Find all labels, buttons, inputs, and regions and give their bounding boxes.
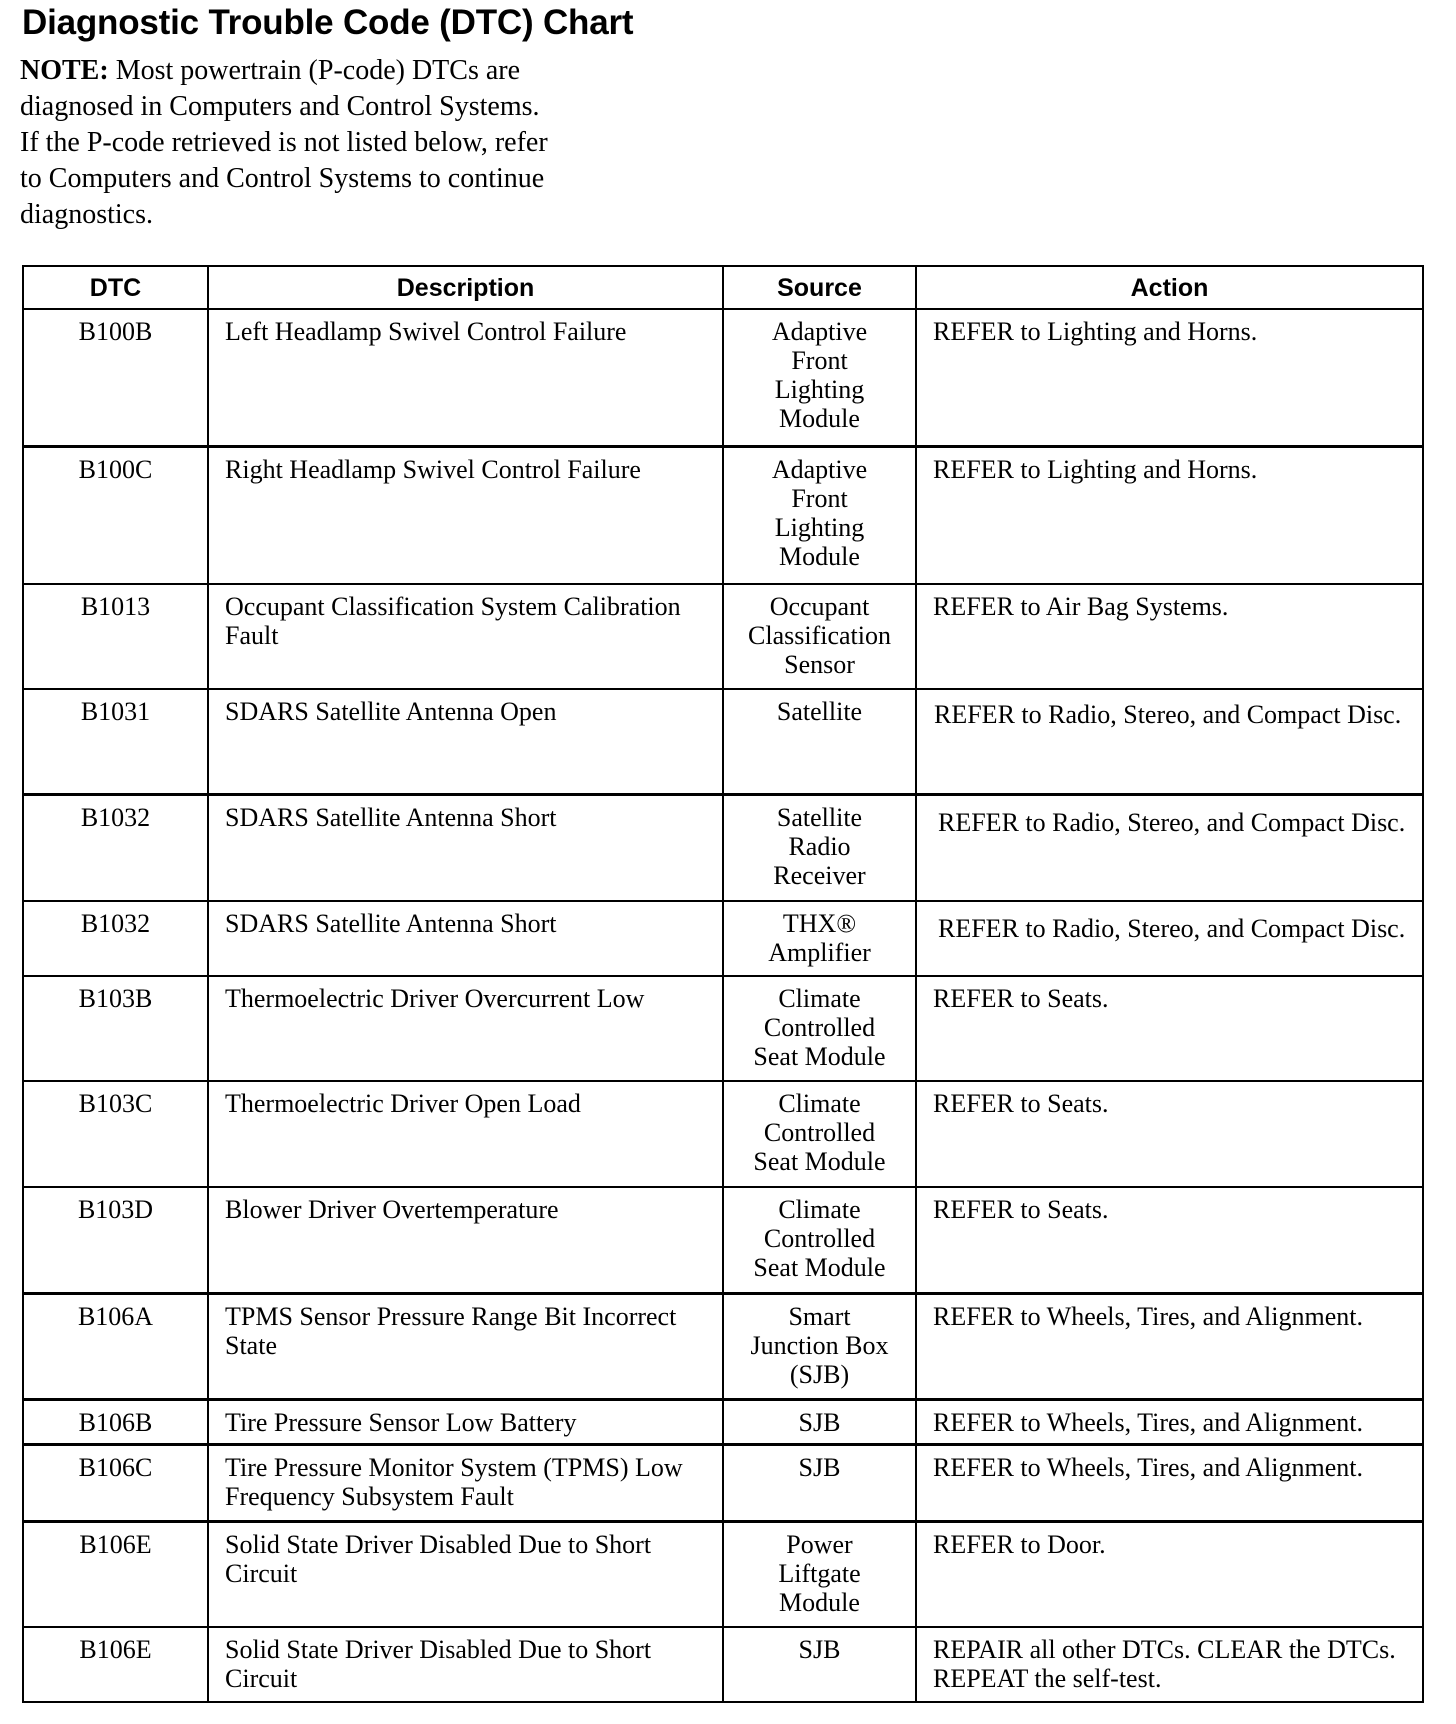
dtc-code-cell-text: B106E	[79, 1635, 152, 1664]
dtc-code-cell-text: B106E	[79, 1530, 152, 1559]
table-row	[23, 1627, 1423, 1702]
dtc-code-cell-text: B106B	[78, 1408, 153, 1437]
source-line: Seat Module	[753, 1147, 886, 1176]
description-cell-text: SDARS Satellite Antenna Short	[225, 803, 557, 832]
source-line: Classification	[748, 621, 891, 650]
note-line	[20, 53, 660, 89]
description-cell	[208, 1522, 723, 1628]
description-cell	[208, 1081, 723, 1187]
dtc-code-cell	[23, 1445, 208, 1522]
source-cell-text	[724, 690, 915, 726]
action-cell-text: REFER to Radio, Stereo, and Compact Disc.	[934, 700, 1402, 729]
source-cell-text	[724, 902, 915, 967]
dtc-code-cell	[23, 584, 208, 689]
source-line: Module	[779, 542, 860, 571]
description-cell-text: SDARS Satellite Antenna Open	[225, 697, 557, 726]
dtc-code-cell-text: B103C	[78, 1089, 153, 1118]
action-cell	[916, 1081, 1423, 1187]
action-cell-text: REFER to Radio, Stereo, and Compact Disc.	[938, 808, 1406, 837]
table-row	[23, 1294, 1423, 1400]
note-line: diagnosed in Computers and Control Systems.	[20, 91, 540, 122]
source-line: Amplifier	[768, 938, 871, 967]
action-cell	[916, 1400, 1423, 1445]
description-cell	[208, 584, 723, 689]
action-cell-text: REFER to Wheels, Tires, and Alignment.	[933, 1408, 1363, 1437]
action-cell	[916, 1627, 1423, 1702]
source-line: Adaptive	[771, 455, 868, 484]
dtc-code-cell	[23, 1081, 208, 1187]
source-cell	[723, 1522, 916, 1628]
source-cell	[723, 1445, 916, 1522]
description-cell-text: Tire Pressure Monitor System (TPMS) Low Frequency Subsystem Fault	[225, 1453, 683, 1511]
source-line: Seat Module	[753, 1042, 886, 1071]
column-header-description: Description	[208, 266, 723, 309]
source-line: SJB	[798, 1635, 841, 1664]
description-cell-text: Thermoelectric Driver Open Load	[225, 1089, 581, 1118]
source-line: Module	[779, 1588, 860, 1617]
description-cell	[208, 795, 723, 902]
action-cell	[916, 689, 1423, 795]
table-row	[23, 1081, 1423, 1187]
action-cell	[916, 309, 1423, 447]
source-cell-text	[724, 1401, 915, 1437]
description-cell-text: Occupant Classification System Calibration Fault	[225, 592, 681, 650]
table-row	[23, 447, 1423, 585]
dtc-code-cell-text: B103B	[78, 984, 153, 1013]
note-text: Most powertrain (P-code) DTCs are	[115, 55, 521, 86]
column-header-dtc: DTC	[23, 266, 208, 309]
source-cell	[723, 447, 916, 585]
action-cell-text: REFER to Wheels, Tires, and Alignment.	[933, 1453, 1363, 1482]
description-cell-text: SDARS Satellite Antenna Short	[225, 909, 557, 938]
source-cell-text	[724, 1188, 915, 1282]
table-body	[23, 309, 1423, 1702]
source-cell-text	[724, 310, 915, 433]
source-line: Junction Box	[750, 1331, 889, 1360]
dtc-code-cell	[23, 309, 208, 447]
column-header-source: Source	[723, 266, 916, 309]
source-line: Occupant	[769, 592, 870, 621]
action-cell-text: REFER to Air Bag Systems.	[933, 592, 1229, 621]
description-cell	[208, 1294, 723, 1400]
dtc-code-cell-text: B1013	[80, 592, 151, 621]
description-cell-text: Blower Driver Overtemperature	[225, 1195, 559, 1224]
table-row	[23, 1445, 1423, 1522]
source-line: THX®	[782, 909, 857, 938]
source-cell	[723, 584, 916, 689]
source-cell	[723, 901, 916, 976]
table-row	[23, 1522, 1423, 1628]
note-line: to Computers and Control Systems to continue	[20, 163, 545, 194]
dtc-code-cell	[23, 1294, 208, 1400]
note-block	[20, 53, 660, 233]
action-cell-text: REFER to Seats.	[933, 1089, 1109, 1118]
source-cell	[723, 1294, 916, 1400]
source-cell	[723, 1187, 916, 1294]
dtc-code-cell	[23, 1400, 208, 1445]
description-cell-text: Solid State Driver Disabled Due to Short Circuit	[225, 1530, 652, 1588]
description-cell	[208, 1187, 723, 1294]
dtc-code-cell-text: B100C	[78, 455, 153, 484]
source-cell	[723, 1081, 916, 1187]
action-cell	[916, 1445, 1423, 1522]
source-line: (SJB)	[789, 1360, 850, 1389]
source-line: Seat Module	[753, 1253, 886, 1282]
action-cell	[916, 1187, 1423, 1294]
source-line: Front	[791, 484, 848, 513]
column-header-action: Action	[916, 266, 1423, 309]
source-cell-text	[724, 448, 915, 571]
table-row	[23, 1187, 1423, 1294]
dtc-table	[22, 265, 1424, 1703]
dtc-code-cell-text: B103D	[77, 1195, 154, 1224]
source-cell-text	[724, 796, 915, 890]
description-cell	[208, 689, 723, 795]
source-cell-text	[724, 1628, 915, 1664]
source-line: Climate	[778, 1089, 861, 1118]
action-cell-text: REFER to Seats.	[933, 984, 1109, 1013]
source-cell-text	[724, 1446, 915, 1482]
description-cell-text: TPMS Sensor Pressure Range Bit Incorrect State	[225, 1302, 677, 1360]
dtc-code-cell	[23, 689, 208, 795]
source-line: Controlled	[763, 1118, 876, 1147]
action-cell-text: REPAIR all other DTCs. CLEAR the DTCs. REPEAT the self-test.	[933, 1635, 1396, 1693]
description-cell	[208, 309, 723, 447]
note-label: NOTE:	[20, 55, 109, 86]
source-line: Liftgate	[778, 1559, 861, 1588]
description-cell-text: Left Headlamp Swivel Control Failure	[225, 317, 627, 346]
source-line: Lighting	[774, 375, 865, 404]
source-line: Satellite	[776, 697, 863, 726]
source-cell	[723, 795, 916, 902]
dtc-code-cell-text: B106C	[78, 1453, 153, 1482]
source-line: Lighting	[774, 513, 865, 542]
source-line: Climate	[778, 984, 861, 1013]
source-line: Sensor	[784, 650, 855, 679]
action-cell	[916, 1522, 1423, 1628]
source-line: SJB	[798, 1453, 841, 1482]
dtc-code-cell	[23, 976, 208, 1081]
source-cell	[723, 1400, 916, 1445]
action-cell	[916, 795, 1423, 902]
dtc-code-cell-text: B1031	[80, 697, 151, 726]
table-row	[23, 795, 1423, 902]
source-cell	[723, 689, 916, 795]
dtc-code-cell-text: B106A	[77, 1302, 154, 1331]
table-row	[23, 309, 1423, 447]
description-cell	[208, 1445, 723, 1522]
description-cell	[208, 901, 723, 976]
source-line: Front	[791, 346, 848, 375]
action-cell	[916, 584, 1423, 689]
action-cell	[916, 901, 1423, 976]
description-cell-text: Tire Pressure Sensor Low Battery	[225, 1408, 577, 1437]
dtc-code-cell-text: B1032	[80, 909, 151, 938]
table-row	[23, 1400, 1423, 1445]
action-cell	[916, 1294, 1423, 1400]
source-cell-text	[724, 1295, 915, 1389]
dtc-code-cell-text: B100B	[78, 317, 153, 346]
dtc-code-cell	[23, 1627, 208, 1702]
source-cell-text	[724, 1082, 915, 1176]
action-cell	[916, 976, 1423, 1081]
source-cell	[723, 976, 916, 1081]
table-row	[23, 584, 1423, 689]
source-line: Radio	[788, 832, 851, 861]
dtc-code-cell	[23, 795, 208, 902]
description-cell	[208, 1627, 723, 1702]
source-cell-text	[724, 585, 915, 679]
action-cell-text: REFER to Seats.	[933, 1195, 1109, 1224]
dtc-code-cell	[23, 901, 208, 976]
source-cell-text	[724, 977, 915, 1071]
source-line: Smart	[788, 1302, 851, 1331]
table-row	[23, 901, 1423, 976]
action-cell-text: REFER to Lighting and Horns.	[933, 317, 1258, 346]
action-cell-text: REFER to Lighting and Horns.	[933, 455, 1258, 484]
source-line: Receiver	[773, 861, 866, 890]
note-line: diagnostics.	[20, 199, 153, 230]
description-cell-text: Thermoelectric Driver Overcurrent Low	[225, 984, 645, 1013]
description-cell-text: Solid State Driver Disabled Due to Short Circuit	[225, 1635, 652, 1693]
dtc-code-cell	[23, 447, 208, 585]
source-line: Controlled	[763, 1013, 876, 1042]
source-line: SJB	[798, 1408, 841, 1437]
description-cell-text: Right Headlamp Swivel Control Failure	[225, 455, 641, 484]
source-line: Climate	[778, 1195, 861, 1224]
action-cell-text: REFER to Door.	[933, 1530, 1106, 1559]
source-line: Power	[786, 1530, 853, 1559]
description-cell	[208, 447, 723, 585]
dtc-code-cell	[23, 1187, 208, 1294]
dtc-code-cell-text: B1032	[80, 803, 151, 832]
table-header-row	[23, 266, 1423, 309]
source-line: Satellite	[776, 803, 863, 832]
description-cell	[208, 1400, 723, 1445]
action-cell-text: REFER to Wheels, Tires, and Alignment.	[933, 1302, 1363, 1331]
action-cell-text: REFER to Radio, Stereo, and Compact Disc.	[938, 914, 1406, 943]
source-cell	[723, 1627, 916, 1702]
description-cell	[208, 976, 723, 1081]
source-line: Adaptive	[771, 317, 868, 346]
source-cell	[723, 309, 916, 447]
dtc-code-cell	[23, 1522, 208, 1628]
page-title: Diagnostic Trouble Code (DTC) Chart	[22, 3, 634, 42]
source-line: Controlled	[763, 1224, 876, 1253]
note-line: If the P-code retrieved is not listed below, refer	[20, 127, 548, 158]
table-row	[23, 976, 1423, 1081]
table-row	[23, 689, 1423, 795]
source-cell-text	[724, 1523, 915, 1617]
source-line: Module	[779, 404, 860, 433]
action-cell	[916, 447, 1423, 585]
